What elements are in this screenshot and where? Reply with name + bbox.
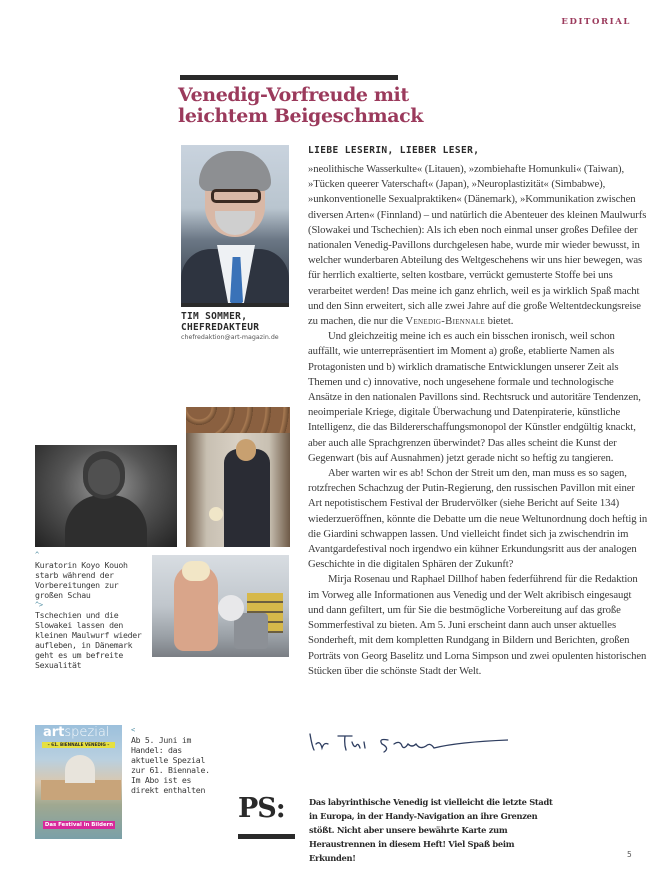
lamp [209,507,223,521]
article-title: Venedig-Vorfreude mit leichtem Beigeschmack [178,84,424,127]
author-name: TIM SOMMER, CHEFREDAKTEUR [181,311,260,333]
caption-arrow-up-right-icon: ^> [35,601,43,609]
page-number: 5 [627,850,632,859]
caption-special-issue [131,726,213,795]
portrait-hair [199,151,271,191]
biennale-smallcaps: Venedig-Biennale [405,315,485,328]
lab-tank [234,613,268,649]
curator-face [88,459,120,495]
caption-curator-text: Kuratorin Koyo Kouoh starb während der Vorbereitungen zur großen Schau [35,560,128,600]
caption-special-issue-text: Ab 5. Juni im Handel: das aktuelle Spezial zur 61. Biennale. Im Abo ist es direkt enthalten [131,735,210,795]
salutation: LIEBE LESERIN, LIEBER LESER, [308,145,480,156]
paragraph-3: Aber warten wir es ab! Schon der Streit um den, man muss es so sagen, rotzfrechen Schachzug der Putin-Regierung, den russischen Pavillon mit einer Art nepotistischem Festival der Brudervölker (siehe Bericht auf Seite 134) wiederzueröffnen, könnte die Debatte um die neue Weltunordnung doch heftig in die Giardini schwappen lassen. Und vielleicht findet sich ja zwischendrin im Avantgardefestival noch irgendwo ein kühner Erkundungsritt aus der analogen Geschichte in die digitalen Sphären der Zukunft? [308,467,648,571]
signature [308,728,508,758]
ps-text: Das labyrinthische Venedig ist vielleicht die letzte Stadt in Europa, in der Handy-Navigation an ihre Grenzen stößt. Nicht aber unsere bewährte Karte zum Heraustrennen in diesem Heft! Viel Spaß beim Erkunden! [309,797,553,863]
special-issue-cover[interactable] [35,725,122,839]
author-portrait [181,145,289,307]
cover-brand-bold: art [43,725,65,740]
curtain-valance [186,407,290,433]
cover-brand [43,726,109,739]
paragraph-2: Und gleichzeitig meine ich es auch ein bisschen ironisch, weil schon auffällt, wie unterrepräsentiert im Moment a) große, etablierte Namen als Protagonisten und b) wirklich dramatische Entwicklungen unserer Zeit als Themen und c) innovative, noch ungesehene formale und technologische Ansätze in den nationalen Pavillons sind. Rechtsruck und autoritäre Tendenzen, neoimperiale Kriege, digitale Überwachung und Datenpiraterie, künstliche Intelligenz, die das Bildererschaffungsmonopol der Künstler endgültig knackt, aber auch alle Sprachgrenzen überwindet? Das alles scheint die Kunst der Gegenwart (bis auf Ausnahmen) jetzt gerade nicht so heftig zu tangieren. [308,330,641,464]
photo-curator [35,445,177,547]
cover-brand-light: spezial [64,725,110,740]
lab-dish [218,595,244,621]
article-body [308,145,648,679]
lab-figure-hair [182,561,210,581]
caption-curator [35,551,147,600]
body-text [308,162,648,679]
figure-head [236,439,256,461]
curator-body [65,495,147,547]
paragraph-4: Mirja Rosenau und Raphael Dillhof haben federführend für die Redaktion im Vorweg alle Informationen aus Venedig und der Welt akribisch eingesaugt und dann gefiltert, um für Sie die bestmögliche Vorbereitung auf das große Sommerfestival zu bieten. Am 5. Juni erscheint dann auch unser aktuelles Sonderheft, mit dem kompletten Rundgang in Bildern und Berichten, großen Porträts von Georg Baselitz und Lorna Simpson und zwei opulenten historischen Stücken über die schönste Stadt der Welt. [308,573,647,677]
caption-arrow-left-icon: < [131,726,135,734]
paragraph-1-end: bietet. [487,315,514,328]
paragraph-1 [308,162,648,329]
caption-pavilions [35,601,147,670]
cover-headline: Das Festival in Bildern [44,822,114,828]
ps-mark: PS: [238,793,285,824]
ps-rule [238,834,295,839]
section-label: EDITORIAL [561,17,631,27]
author-email-link[interactable]: chefredaktion@art-magazin.de [181,334,279,341]
paragraph-1-text: »neolithische Wasserkulte« (Litauen), »zombiehafte Homunkuli« (Taiwan), »Tücken queerer Vaterschaft« (Japan), »Neuroplastizität« (Simbabwe), »unkonventionelle Sexualpraktiken« (Dänemark), »Kommunikation zwischen diversen Arten« (Finnland) – und natürlich die Abenteuer des kleinen Maulwurfs (Slowakei und Tschechien): Als ich eben noch einmal unser großes Defilee der nationalen Venedig-Pavillons durchgelesen habe, wurde mir wieder bewusst, in welcher wunderbaren Abteilung des Weltgeschehens wir uns hier bewegen, was für herrlich exaltierte, selten kostbare, verrückt gemusterte Stoffe bei uns verarbeitet werden! Das meine ich ganz ehrlich, weil es ja wirklich Spaß macht und den Sinn erweitert, sich alle zwei Jahre auf die große Weltentdeckungsreise zu machen, die nur die [308,163,647,328]
cover-band: – 61. BIENNALE VENEDIG – [42,742,115,748]
cover-dome [65,755,95,783]
cover-buildings [41,780,121,800]
photo-curtain-stage [186,407,290,547]
title-rule [180,75,398,80]
portrait-glasses [211,189,261,203]
caption-arrow-up-icon: ^ [35,551,39,559]
signature-stroke [310,734,508,752]
photo-lab-performance [152,555,289,657]
figure-coat [224,449,270,547]
caption-pavilions-text: Tschechien und die Slowakei lassen den kleinen Maulwurf wieder aufleben, in Dänemark geht es um befreite Sexualität [35,610,142,670]
